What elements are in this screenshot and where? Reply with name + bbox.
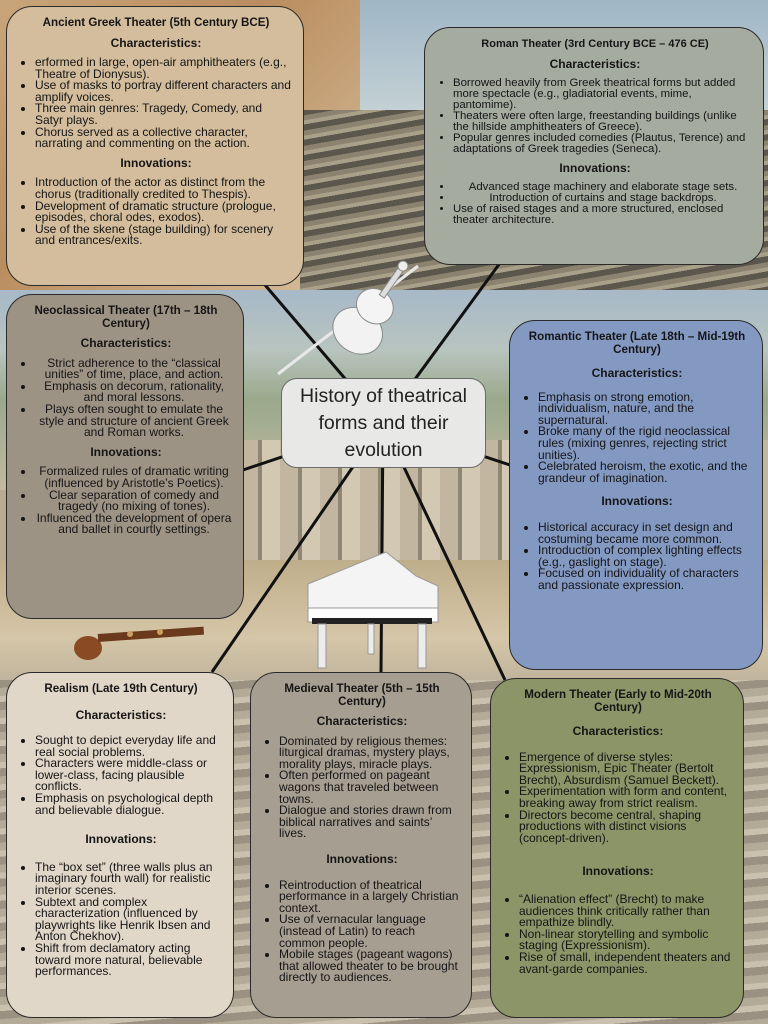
list-item: • Emergence of diverse styles: Expressionism, Epic Theater (Bertolt Brecht), Absurdism (Samuel Beckett).	[519, 752, 733, 787]
list-item: • Characters were middle-class or lower-class, facing plausible conflicts.	[35, 758, 223, 793]
list-item: • Subtext and complex characterization (influenced by playwrights like Henrik Ibsen and Anton Chekhov).	[35, 897, 223, 943]
list-item: • Rise of small, independent theaters and avant-garde companies.	[519, 952, 733, 975]
list-item: • Chorus served as a collective character, narrating and commenting on the action.	[35, 127, 293, 150]
card-neoclassical-theater	[6, 294, 244, 619]
list-item: • Experimentation with form and content, breaking away from strict realism.	[519, 786, 733, 809]
card-modern-theater	[490, 678, 744, 1018]
innovations-list	[263, 877, 461, 985]
list-item: • Use of raised stages and a more structured, enclosed theater architecture.	[453, 204, 753, 226]
list-item: • Theaters were often large, freestanding buildings (unlike the hillside amphitheaters of Greece).	[453, 111, 753, 133]
innovations-heading: Innovations:	[601, 494, 673, 509]
characteristics-list	[503, 749, 733, 845]
innovations-list	[437, 182, 753, 226]
list-item: • Dialogue and stories drawn from biblical narratives and saints’ lives.	[279, 805, 461, 840]
characteristics-list	[522, 389, 752, 485]
card-romantic-theater	[509, 320, 763, 670]
list-item: • Three main genres: Tragedy, Comedy, and Satyr plays.	[35, 103, 293, 126]
list-item: • Use of masks to portray different characters and amplify voices.	[35, 80, 293, 103]
characteristics-list	[263, 733, 461, 841]
grand-piano-icon	[288, 546, 448, 670]
card-title: Modern Theater (Early to Mid-20th Century)	[524, 688, 712, 714]
innovations-list	[19, 466, 233, 536]
list-item: • Introduction of complex lighting effects (e.g., gaslight on stage).	[538, 545, 752, 568]
list-item: • Historical accuracy in set design and costuming became more common.	[538, 522, 752, 545]
characteristics-heading: Characteristics:	[110, 35, 202, 50]
card-title: Neoclassical Theater (17th – 18th Century)	[34, 304, 218, 330]
list-item: • Development of dramatic structure (prologue, episodes, choral odes, exodos).	[35, 201, 293, 224]
innovations-list	[19, 177, 293, 247]
list-item: • erformed in large, open-air amphitheaters (e.g., Theatre of Dionysus).	[35, 57, 293, 80]
list-item: • Dominated by religious themes: liturgical dramas, mystery plays, morality plays, miracle plays.	[279, 736, 461, 771]
characteristics-heading: Characteristics:	[591, 366, 683, 380]
card-ancient-greek-theater	[6, 6, 304, 286]
characteristics-heading: Characteristics:	[572, 724, 664, 738]
card-medieval-theater	[250, 672, 472, 1018]
list-item: • Use of the skene (stage building) for scenery and entrances/exits.	[35, 224, 293, 247]
list-item: • Celebrated heroism, the exotic, and the grandeur of imagination.	[538, 461, 752, 484]
list-item: • Formalized rules of dramatic writing (influenced by Aristotle’s Poetics).	[35, 466, 233, 489]
central-title-box	[281, 378, 486, 468]
card-title: Ancient Greek Theater (5th Century BCE)	[42, 16, 270, 29]
list-item: • Use of vernacular language (instead of Latin) to reach common people.	[279, 914, 461, 949]
list-item: • Borrowed heavily from Greek theatrical forms but added more spectacle (e.g., gladiatorial events, mime, pantomime).	[453, 78, 753, 111]
innovations-heading: Innovations:	[582, 864, 654, 879]
characteristics-heading: Characteristics:	[75, 707, 167, 722]
list-item: • Popular genres included comedies (Plautus, Terence) and adaptations of Greek tragedies (Seneca).	[453, 133, 753, 155]
list-item: • Introduction of the actor as distinct from the chorus (traditionally credited to Thespis).	[35, 177, 293, 200]
list-item: • Sought to depict everyday life and real social problems.	[35, 735, 223, 758]
characteristics-heading: Characteristics:	[80, 336, 172, 350]
list-item: • Often performed on pageant wagons that traveled between towns.	[279, 770, 461, 805]
sitar-icon	[70, 624, 210, 664]
innovations-list	[19, 859, 223, 979]
card-title: Roman Theater (3rd Century BCE – 476 CE)	[481, 38, 709, 50]
list-item: • Clear separation of comedy and tragedy (no mixing of tones).	[35, 490, 233, 513]
list-item: • Emphasis on psychological depth and believable dialogue.	[35, 793, 223, 816]
characteristics-heading: Characteristics:	[316, 714, 408, 728]
list-item: • Mobile stages (pageant wagons) that allowed theater to be brought directly to audiences.	[279, 949, 461, 984]
list-item: • Introduction of curtains and stage backdrops.	[453, 193, 753, 204]
list-item: • Influenced the development of opera and ballet in courtly settings.	[35, 513, 233, 536]
list-item: • Reintroduction of theatrical performance in a largely Christian context.	[279, 880, 461, 915]
list-item: • Focused on individuality of characters and passionate expression.	[538, 568, 752, 591]
card-realism	[6, 672, 234, 1018]
characteristics-heading: Characteristics:	[549, 56, 641, 71]
innovations-heading: Innovations:	[85, 832, 157, 847]
characteristics-list	[19, 355, 233, 440]
list-item: • Strict adherence to the “classical unities” of time, place, and action.	[35, 358, 233, 381]
card-title: Realism (Late 19th Century)	[44, 682, 198, 695]
characteristics-list	[19, 735, 223, 816]
innovations-list	[522, 519, 752, 592]
central-title: History of theatrical forms and their evolution	[300, 384, 467, 461]
innovations-heading: Innovations:	[326, 851, 398, 866]
list-item: • Shift from declamatory acting toward more natural, believable performances.	[35, 943, 223, 978]
card-title: Romantic Theater (Late 18th – Mid-19th Century)	[528, 330, 746, 356]
list-item: • Emphasis on strong emotion, individualism, nature, and the supernatural.	[538, 392, 752, 427]
card-title: Medieval Theater (5th – 15th Century)	[284, 682, 440, 708]
list-item: • Broke many of the rigid neoclassical rules (mixing genres, rejecting strict unities).	[538, 426, 752, 461]
innovations-heading: Innovations:	[559, 160, 631, 175]
list-item: • Emphasis on decorum, rationality, and moral lessons.	[35, 381, 233, 404]
list-item: • Non-linear storytelling and symbolic staging (Expressionism).	[519, 929, 733, 952]
list-item: • Plays often sought to emulate the style and structure of ancient Greek and Roman works.	[35, 404, 233, 439]
innovations-list	[503, 891, 733, 976]
characteristics-list	[437, 78, 753, 155]
list-item: • The “box set” (three walls plus an imaginary fourth wall) for realistic interior scenes.	[35, 862, 223, 897]
list-item: • Directors become central, shaping productions with distinct visions (concept-driven).	[519, 810, 733, 845]
innovations-heading: Innovations:	[90, 444, 162, 459]
list-item: • “Alienation effect” (Brecht) to make audiences think critically rather than empathize blindly.	[519, 894, 733, 929]
innovations-heading: Innovations:	[120, 155, 192, 170]
card-roman-theater	[424, 27, 764, 265]
list-item: • Advanced stage machinery and elaborate stage sets.	[453, 182, 753, 193]
characteristics-list	[19, 57, 293, 150]
